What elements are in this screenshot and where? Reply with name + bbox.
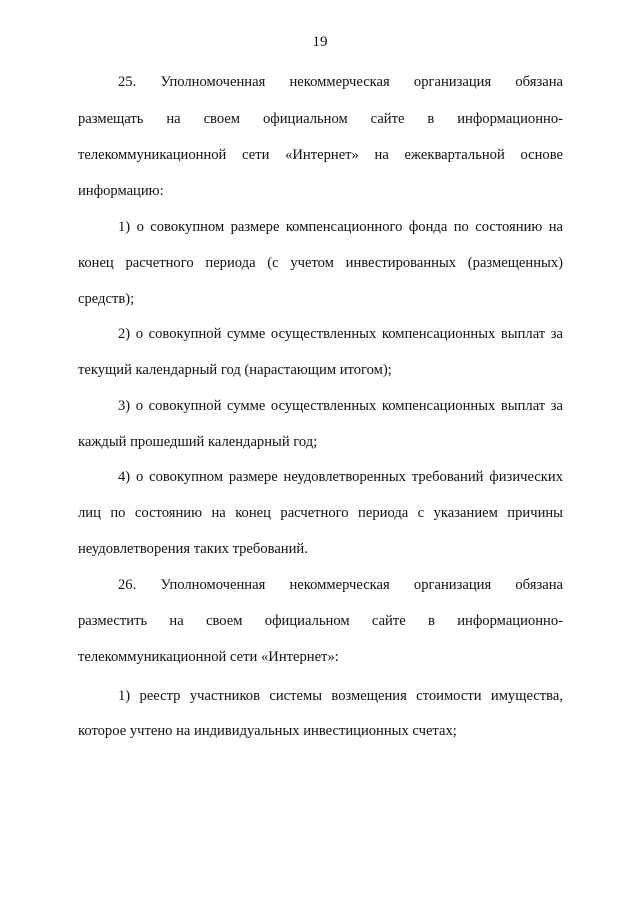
item-3-line-1: 3) о совокупной сумме осуществленных компенсационных выплат за: [118, 398, 563, 414]
paragraph-25-line-1: 25. Уполномоченная некоммерческая организация обязана: [118, 74, 563, 90]
paragraph-25-line-2: размещать на своем официальном сайте в информационно-: [78, 111, 563, 127]
item-2-line-2: текущий календарный год (нарастающим итогом);: [78, 362, 392, 378]
item-26-1-line-2: которое учтено на индивидуальных инвестиционных счетах;: [78, 723, 457, 739]
item-2-line-1: 2) о совокупной сумме осуществленных компенсационных выплат за: [118, 326, 563, 342]
item-26-1-line-1: 1) реестр участников системы возмещения стоимости имущества,: [118, 688, 563, 704]
item-4-line-2: лиц по состоянию на конец расчетного периода с указанием причины: [78, 505, 563, 521]
paragraph-25-line-3: телекоммуникационной сети «Интернет» на ежеквартальной основе: [78, 147, 563, 163]
item-4-line-1: 4) о совокупном размере неудовлетворенных требований физических: [118, 469, 563, 485]
paragraph-26-line-1: 26. Уполномоченная некоммерческая организация обязана: [118, 577, 563, 593]
item-3-line-2: каждый прошедший календарный год;: [78, 434, 318, 450]
paragraph-25-line-4: информацию:: [78, 183, 164, 199]
item-4-line-3: неудовлетворения таких требований.: [78, 541, 308, 557]
item-1-line-1: 1) о совокупном размере компенсационного фонда по состоянию на: [118, 219, 563, 235]
item-1-line-2: конец расчетного периода (с учетом инвестированных (размещенных): [78, 255, 563, 271]
paragraph-26-line-3: телекоммуникационной сети «Интернет»:: [78, 649, 339, 665]
paragraph-26-line-2: разместить на своем официальном сайте в информационно-: [78, 613, 563, 629]
page-number: 19: [312, 34, 328, 50]
item-1-line-3: средств);: [78, 291, 135, 307]
